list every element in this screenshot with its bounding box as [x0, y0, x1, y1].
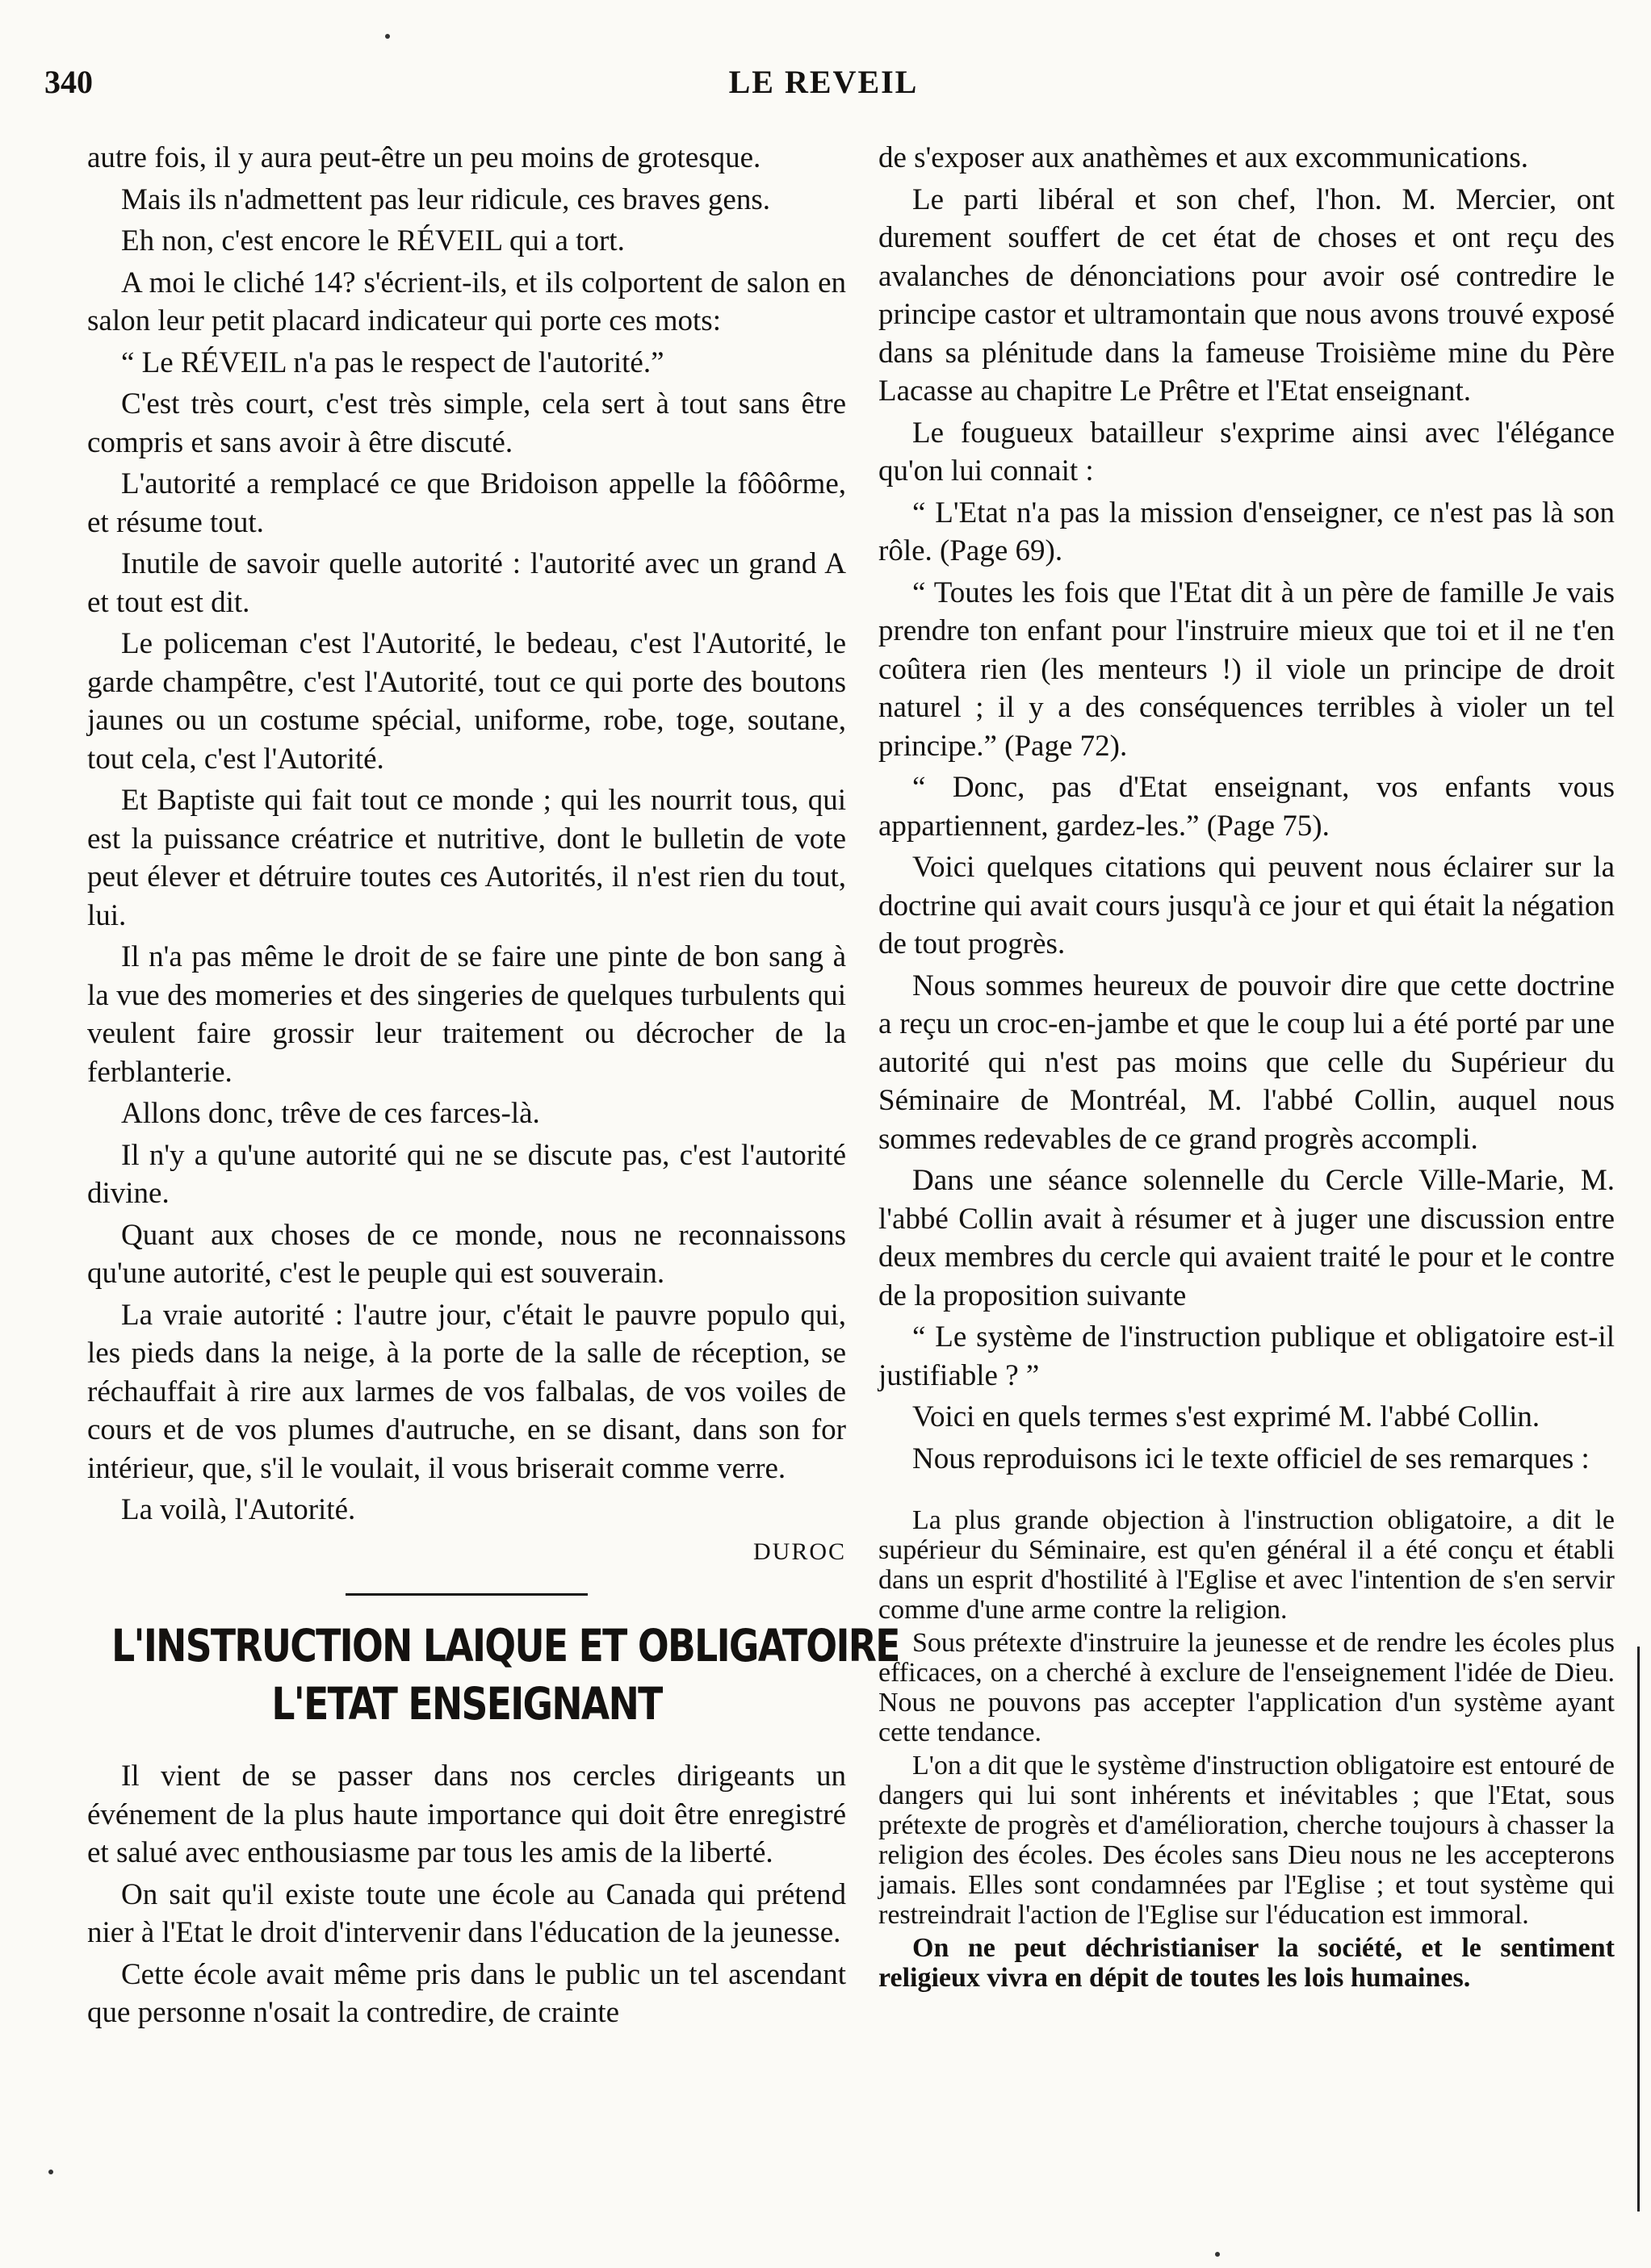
quoted-paragraph: Sous prétexte d'instruire la jeunesse et de rendre les écoles plus efficaces, on a cherché à exclure de l'enseignement l'idée de Dieu. Nous ne pouvons pas accepter l'application d'un système ayant cette tendance.	[878, 1628, 1615, 1747]
quoted-paragraph: On ne peut déchristianiser la société, et le sentiment religieux vivra en dépit de toutes les lois humaines.	[878, 1933, 1615, 1993]
paragraph: Dans une séance solennelle du Cercle Ville-Marie, M. l'abbé Collin avait à résumer et à juger une discussion entre deux membres du cercle qui avaient traité le pour et le contre de la proposition suivante	[878, 1164, 1615, 1312]
article-title-line-1: L'INSTRUCTION LAIQUE ET OBLIGATOIRE	[111, 1620, 899, 1672]
paragraph: “ Toutes les fois que l'Etat dit à un père de famille Je vais prendre ton enfant pour l'instruire mieux que toi et il ne t'en coûtera rien (les menteurs !) il viole un principe de droit naturel ; il y a des conséquences terribles à violer un tel principe.” (Page 72).	[878, 575, 1615, 763]
paragraph: de s'exposer aux anathèmes et aux excommunications.	[878, 141, 1528, 174]
paragraph: Allons donc, trêve de ces farces-là.	[121, 1097, 540, 1130]
section-divider	[346, 1593, 588, 1596]
quoted-paragraph: La plus grande objection à l'instruction obligatoire, a dit le supérieur du Séminaire, est qu'en général il a été conçu et établi dans un esprit d'hostilité à l'Eglise et avec l'intention de s'en servir comme d'une arme contre la religion.	[878, 1505, 1615, 1625]
paragraph: “ Le RÉVEIL n'a pas le respect de l'autorité.”	[121, 345, 664, 379]
article-title-line-2: L'ETAT ENSEIGNANT	[271, 1678, 662, 1730]
paragraph: Nous sommes heureux de pouvoir dire que cette doctrine a reçu un croc-en-jambe et que le coup lui a été porté par une autorité qui n'est pas moins que celle du Supérieur du Séminaire de Montréal, M. l'abbé Collin, auquel nous sommes redevables de ce grand progrès accompli.	[878, 969, 1615, 1156]
paragraph: Et Baptiste qui fait tout ce monde ; qui les nourrit tous, qui est la puissance créatrice et nutritive, dont le bulletin de vote peut élever et détruire toutes ces Autorités, il n'est rien du tout, lui.	[87, 784, 846, 932]
paragraph: A moi le cliché 14? s'écrient-ils, et ils colportent de salon en salon leur petit placard indicateur qui porte ces mots:	[87, 266, 846, 337]
paragraph: autre fois, il y aura peut-être un peu moins de grotesque.	[87, 141, 761, 174]
page-header	[44, 63, 1603, 111]
paragraph: Voici quelques citations qui peuvent nous éclairer sur la doctrine qui avait cours jusqu'à ce jour et qui était la négation de tout progrès.	[878, 851, 1615, 960]
paragraph: Le parti libéral et son chef, l'hon. M. Mercier, ont durement souffert de cet état de choses et ont reçu des avalanches de dénonciations pour avoir osé contredire le principe castor et ultramontain que nous avons trouvé exposé dans sa plénitude dans la fameuse Troisième mine du Père Lacasse au chapitre Le Prêtre et l'Etat enseignant.	[878, 182, 1615, 408]
paragraph: Voici en quels termes s'est exprimé M. l'abbé Collin.	[912, 1400, 1540, 1433]
ink-speck	[385, 34, 390, 39]
paragraph: Mais ils n'admettent pas leur ridicule, ces braves gens.	[121, 182, 770, 216]
page-number: 340	[44, 64, 93, 100]
paragraph: Il n'y a qu'une autorité qui ne se discute pas, c'est l'autorité divine.	[87, 1138, 846, 1210]
paragraph: Le fougueux batailleur s'exprime ainsi avec l'élégance qu'on lui connait :	[878, 416, 1615, 487]
paragraph: Nous reproduisons ici le texte officiel de ses remarques :	[912, 1442, 1590, 1475]
column-edge-line	[1637, 1647, 1640, 2212]
paragraph: Inutile de savoir quelle autorité : l'autorité avec un grand A et tout est dit.	[87, 547, 846, 619]
paragraph: “ Le système de l'instruction publique et obligatoire est-il justifiable ? ”	[878, 1320, 1615, 1392]
paragraph: Eh non, c'est encore le RÉVEIL qui a tort.	[121, 224, 625, 257]
running-title: LE REVEIL	[728, 64, 919, 100]
article-title	[111, 1617, 899, 1733]
right-column	[878, 139, 1615, 1996]
paragraph: “ Donc, pas d'Etat enseignant, vos enfants vous appartiennent, gardez-les.” (Page 75).	[878, 771, 1615, 843]
ink-speck	[1215, 2252, 1220, 2257]
paragraph: “ L'Etat n'a pas la mission d'enseigner, ce n'est pas là son rôle. (Page 69).	[878, 496, 1615, 567]
article-paragraph: Il vient de se passer dans nos cercles dirigeants un événement de la plus haute importance qui doit être enregistré et salué avec enthousiasme par tous les amis de la liberté.	[87, 1760, 846, 1869]
paragraph: L'autorité a remplacé ce que Bridoison appelle la fôôôrme, et résume tout.	[87, 467, 846, 539]
article-paragraph: Cette école avait même pris dans le public un tel ascendant que personne n'osait la contredire, de crainte	[87, 1957, 846, 2029]
left-column	[87, 139, 899, 2036]
quoted-paragraph: L'on a dit que le système d'instruction obligatoire est entouré de dangers qui lui sont inhérents et inévitables ; que l'Etat, sous prétexte de progrès et d'amélioration, cherche toujours à chasser la religion des écoles. Des écoles sans Dieu nous ne les accepterons jamais. Elles sont condamnées par l'Eglise ; et tout système qui restreindrait l'action de l'Eglise sur l'éducation est immoral.	[878, 1751, 1615, 1930]
paragraph: Quant aux choses de ce monde, nous ne reconnaissons qu'une autorité, c'est le peuple qui est souverain.	[87, 1218, 846, 1290]
paragraph: La vraie autorité : l'autre jour, c'était le pauvre populo qui, les pieds dans la neige, à la porte de la salle de réception, se réchauffait à rire aux larmes de vos falbalas, de vos voiles de cours et de vos plumes d'autruche, en se disant, dans son for intérieur, que, s'il le voulait, il vous briserait comme verre.	[87, 1298, 846, 1485]
paragraph: C'est très court, c'est très simple, cela sert à tout sans être compris et sans avoir à être discuté.	[87, 387, 846, 459]
paragraph: La voilà, l'Autorité.	[121, 1493, 356, 1526]
paragraph: Il n'a pas même le droit de se faire une pinte de bon sang à la vue des momeries et des singeries de quelques turbulents qui veulent faire grossir leur traitement ou décrocher de la ferblanterie.	[87, 940, 846, 1089]
author-signature: DUROC	[752, 1538, 846, 1565]
ink-speck	[48, 2170, 53, 2174]
paragraph: Le policeman c'est l'Autorité, le bedeau, c'est l'Autorité, le garde champêtre, c'est l'Autorité, tout ce qui porte des boutons jaunes ou un costume spécial, uniforme, robe, toge, soutane, tout cela, c'est l'Autorité.	[87, 627, 846, 776]
article-paragraph: On sait qu'il existe toute une école au Canada qui prétend nier à l'Etat le droit d'intervenir dans l'éducation de la jeunesse.	[87, 1877, 846, 1949]
